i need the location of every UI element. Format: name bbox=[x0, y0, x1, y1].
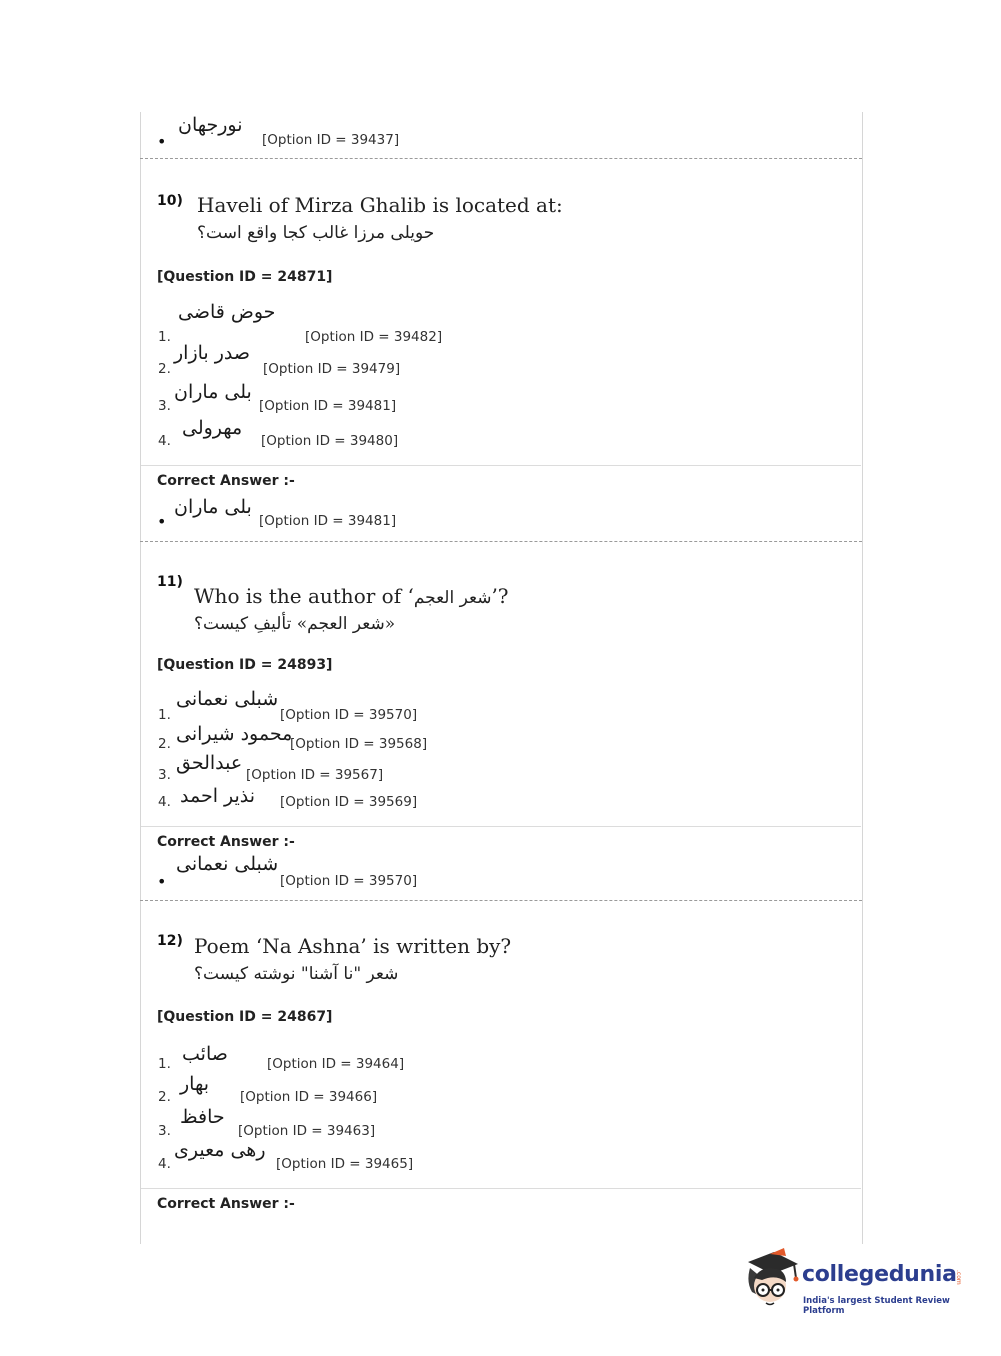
logo-wordmark: collegedunia bbox=[802, 1262, 957, 1287]
question-urdu: شعر "نا آشنا" نوشته کیست؟ bbox=[194, 964, 399, 984]
question-urdu: «شعر العجم» تألیفِ کیست؟ bbox=[194, 614, 396, 634]
option-urdu: رهی معیری bbox=[174, 1139, 266, 1161]
option-number: 4. bbox=[158, 433, 171, 449]
question-urdu: حویلی مرزا غالب کجا واقع است؟ bbox=[197, 223, 435, 243]
mascot-icon bbox=[740, 1248, 802, 1314]
option-id: [Option ID = 39463] bbox=[238, 1123, 376, 1139]
question-number: 11) bbox=[157, 574, 183, 590]
question-id: [Question ID = 24893] bbox=[157, 657, 333, 673]
option-number: 3. bbox=[158, 398, 171, 414]
section-divider bbox=[141, 1188, 861, 1189]
option-urdu: محمود شیرانی bbox=[176, 723, 293, 745]
question-text-suffix: ’? bbox=[491, 584, 509, 608]
question-divider bbox=[140, 541, 862, 542]
correct-answer-label: Correct Answer :- bbox=[157, 834, 295, 850]
correct-answer-id: [Option ID = 39570] bbox=[280, 873, 418, 889]
option-id: [Option ID = 39466] bbox=[240, 1089, 378, 1105]
question-text-urdu: شعر العجم bbox=[413, 588, 492, 608]
option-urdu: بلی ماران bbox=[174, 381, 252, 403]
option-id: [Option ID = 39464] bbox=[267, 1056, 405, 1072]
option-urdu: حافظ bbox=[180, 1106, 225, 1128]
correct-answer-urdu: بلی ماران bbox=[174, 496, 252, 518]
section-divider bbox=[141, 826, 861, 827]
option-number: 2. bbox=[158, 361, 171, 377]
option-id: [Option ID = 39569] bbox=[280, 794, 418, 810]
question-text: Poem ‘Na Ashna’ is written by? bbox=[194, 934, 512, 958]
option-urdu: حوض قاضی bbox=[178, 301, 276, 323]
question-number: 12) bbox=[157, 933, 183, 949]
option-urdu: صدر بازار bbox=[174, 342, 251, 364]
option-number: 4. bbox=[158, 794, 171, 810]
option-id: [Option ID = 39567] bbox=[246, 767, 384, 783]
option-urdu: بهار bbox=[180, 1073, 210, 1095]
question-text bbox=[194, 584, 509, 608]
option-urdu: شبلی نعمانی bbox=[176, 688, 279, 710]
correct-answer-label: Correct Answer :- bbox=[157, 1196, 295, 1212]
option-number: 3. bbox=[158, 1123, 171, 1139]
question-id: [Question ID = 24871] bbox=[157, 269, 333, 285]
option-id: [Option ID = 39479] bbox=[263, 361, 401, 377]
option-id: [Option ID = 39481] bbox=[259, 398, 397, 414]
option-number: 2. bbox=[158, 736, 171, 752]
question-text: Haveli of Mirza Ghalib is located at: bbox=[197, 193, 563, 217]
option-id: [Option ID = 39568] bbox=[290, 736, 428, 752]
option-number: 4. bbox=[158, 1156, 171, 1172]
answer-urdu: نورجهان bbox=[178, 114, 243, 136]
question-divider bbox=[140, 158, 862, 159]
question-text-prefix: Who is the author of ‘ bbox=[194, 584, 414, 608]
option-urdu: عبدالحق bbox=[176, 752, 243, 774]
answer-option-id: [Option ID = 39437] bbox=[262, 132, 400, 148]
option-number: 1. bbox=[158, 707, 171, 723]
bullet: • bbox=[157, 872, 167, 891]
bullet: • bbox=[157, 132, 167, 151]
option-number: 1. bbox=[158, 329, 171, 345]
correct-answer-id: [Option ID = 39481] bbox=[259, 513, 397, 529]
question-number: 10) bbox=[157, 193, 183, 209]
collegedunia-logo[interactable] bbox=[740, 1248, 970, 1318]
option-id: [Option ID = 39482] bbox=[305, 329, 443, 345]
question-id: [Question ID = 24867] bbox=[157, 1009, 333, 1025]
option-urdu: مهرولی bbox=[182, 417, 243, 439]
logo-suffix: .com bbox=[955, 1270, 962, 1285]
option-urdu: نذیر احمد bbox=[180, 785, 256, 807]
option-urdu: صائب bbox=[182, 1043, 228, 1065]
logo-tagline: India's largest Student Review Platform bbox=[803, 1296, 950, 1316]
option-id: [Option ID = 39465] bbox=[276, 1156, 414, 1172]
question-divider bbox=[140, 900, 862, 901]
correct-answer-urdu: شبلی نعمانی bbox=[176, 853, 279, 875]
option-number: 3. bbox=[158, 767, 171, 783]
section-divider bbox=[141, 465, 861, 466]
option-number: 2. bbox=[158, 1089, 171, 1105]
bullet: • bbox=[157, 512, 167, 531]
correct-answer-label: Correct Answer :- bbox=[157, 473, 295, 489]
option-id: [Option ID = 39570] bbox=[280, 707, 418, 723]
option-id: [Option ID = 39480] bbox=[261, 433, 399, 449]
option-number: 1. bbox=[158, 1056, 171, 1072]
